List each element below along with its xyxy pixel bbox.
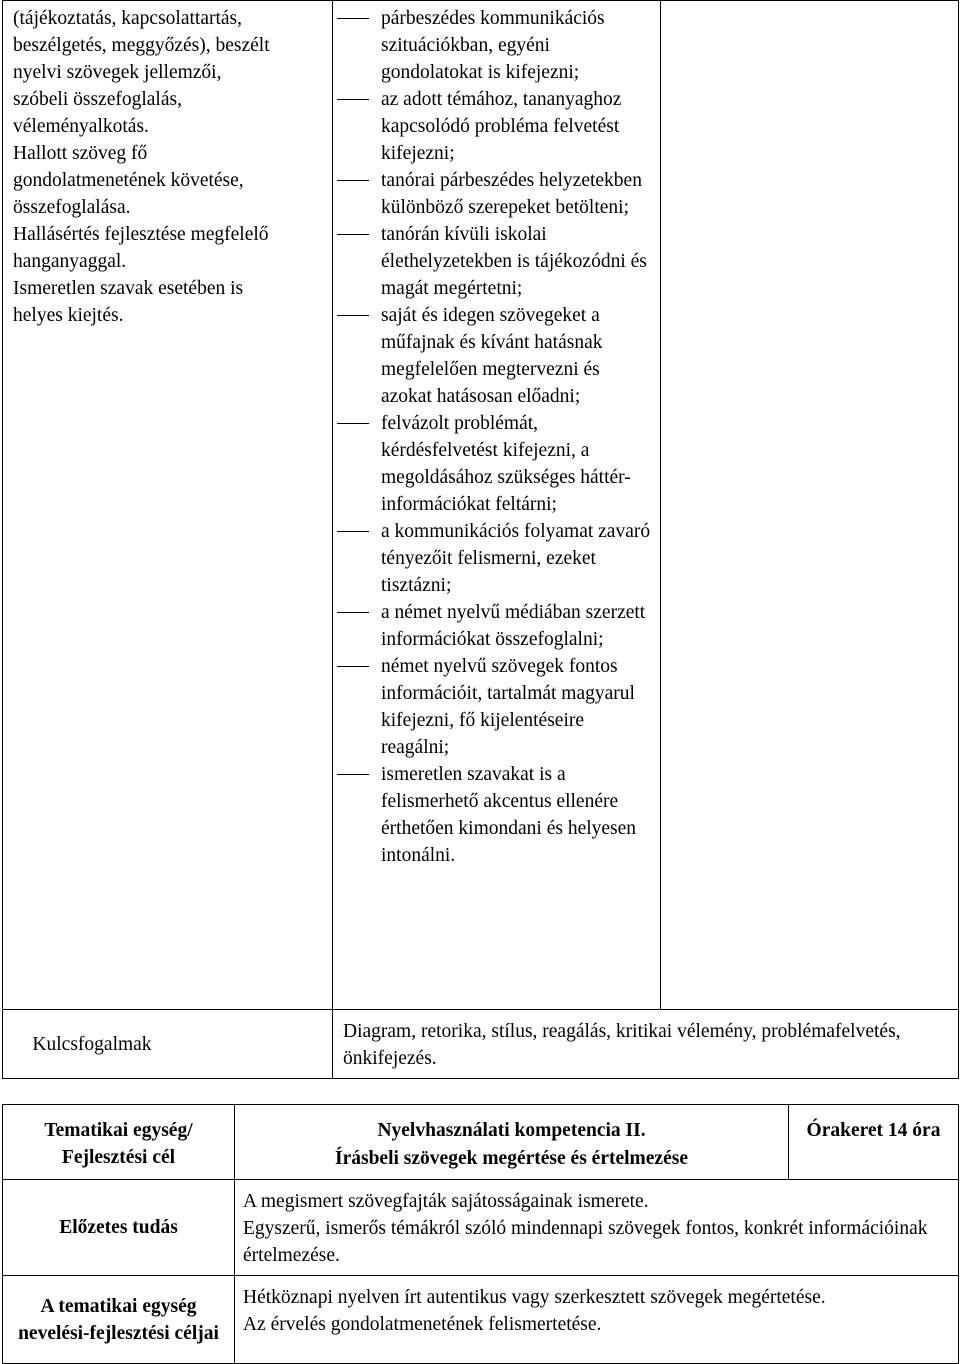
list-item (333, 86, 654, 167)
unit-title (235, 1105, 789, 1180)
curriculum-table-bottom (2, 1104, 959, 1364)
list-item (333, 518, 654, 599)
list-item-text: tanórán kívüli iskolai élethelyzetekben is tájékozódni és magát megértetni; (381, 224, 647, 299)
prior-knowledge-label: Előzetes tudás (3, 1180, 235, 1276)
goals-line: Az érvelés gondolatmenetének felismertetése. (243, 1314, 602, 1335)
left-line: Hallott szöveg fő (13, 143, 148, 164)
left-line: (tájékoztatás, kapcsolattartás, (13, 8, 243, 29)
list-item (333, 410, 654, 518)
prior-knowledge-text (235, 1180, 959, 1276)
left-line: összefoglalása. (13, 197, 131, 218)
list-item-text: saját és idegen szövegeket a műfajnak és kívánt hatásnak megfelelően megtervezni és azokat hatásosan előadni; (381, 305, 603, 407)
left-line: beszélgetés, meggyőzés), beszélt (13, 35, 270, 56)
hours-label: Órakeret 14 óra (789, 1105, 959, 1180)
list-item-text: felvázolt problémát, kérdésfelvetést kifejezni, a megoldásához szükséges háttér-információkat feltárni; (381, 413, 631, 515)
list-item (333, 5, 654, 86)
left-line: szóbeli összefoglalás, (13, 89, 182, 110)
prior-line: A megismert szövegfajták sajátosságainak ismerete. (243, 1191, 649, 1212)
list-item-text: ismeretlen szavakat is a felismerhető akcentus ellenére érthetően kimondani és helyesen intonálni. (381, 764, 637, 866)
left-line: véleményalkotás. (13, 116, 149, 137)
prior-line: Egyszerű, ismerős témákról szóló mindennapi szövegek fontos, konkrét információinak értelmezése. (243, 1218, 928, 1266)
list-item-text: az adott témához, tananyaghoz kapcsolódó probléma felvetést kifejezni; (381, 89, 622, 164)
left-line: Hallásértés fejlesztése megfelelő (13, 224, 269, 245)
unit-title-line2: Írásbeli szövegek megértése és értelmezése (335, 1148, 688, 1169)
kulcsfogalmak-text: Diagram, retorika, stílus, reagálás, kritikai vélemény, problémafelvetés, önkifejezés. (333, 1010, 959, 1079)
goals-text (235, 1276, 959, 1364)
left-line: hanganyaggal. (13, 251, 127, 272)
left-line: nyelvi szövegek jellemzői, (13, 62, 222, 83)
dash-bullet-icon (337, 99, 369, 100)
list-item (333, 653, 654, 761)
list-item-text: német nyelvű szövegek fontos információit, tartalmát magyarul kifejezni, fő kijelentéseire reagálni; (381, 656, 635, 758)
dash-bullet-icon (337, 774, 369, 775)
list-item-text: a német nyelvű médiában szerzett információkat összefoglalni; (381, 602, 646, 650)
list-item-text: a kommunikációs folyamat zavaró tényezőit felismerni, ezeket tisztázni; (381, 521, 651, 596)
goals-label: A tematikai egység nevelési-fejlesztési céljai (3, 1276, 235, 1364)
empty-column-cell (661, 1, 959, 1010)
left-column-cell (3, 1, 333, 1010)
list-item (333, 761, 654, 869)
list-item-text: tanórai párbeszédes helyzetekben különböző szerepeket betölteni; (381, 170, 642, 218)
goals-line: Hétköznapi nyelven írt autentikus vagy szerkesztett szövegek megértetése. (243, 1287, 826, 1308)
dash-bullet-icon (337, 234, 369, 235)
dash-bullet-icon (337, 666, 369, 667)
dash-bullet-icon (337, 18, 369, 19)
list-item (333, 302, 654, 410)
unit-label: Tematikai egység/ Fejlesztési cél (3, 1105, 235, 1180)
skills-list (333, 5, 654, 869)
skills-column-cell (333, 1, 661, 1010)
kulcsfogalmak-label: Kulcsfogalmak (32, 1033, 152, 1055)
dash-bullet-icon (337, 612, 369, 613)
dash-bullet-icon (337, 423, 369, 424)
list-item (333, 167, 654, 221)
kulcsfogalmak-label-cell (3, 1010, 333, 1079)
left-line: helyes kiejtés. (13, 305, 124, 326)
left-line: gondolatmenetének követése, (13, 170, 244, 191)
list-item (333, 599, 654, 653)
unit-title-line1: Nyelvhasználati kompetencia II. (377, 1120, 646, 1141)
dash-bullet-icon (337, 531, 369, 532)
left-line: Ismeretlen szavak esetében is (13, 278, 244, 299)
dash-bullet-icon (337, 315, 369, 316)
list-item-text: párbeszédes kommunikációs szituációkban, egyéni gondolatokat is kifejezni; (381, 8, 605, 83)
curriculum-table-top (2, 0, 959, 1079)
list-item (333, 221, 654, 302)
dash-bullet-icon (337, 180, 369, 181)
